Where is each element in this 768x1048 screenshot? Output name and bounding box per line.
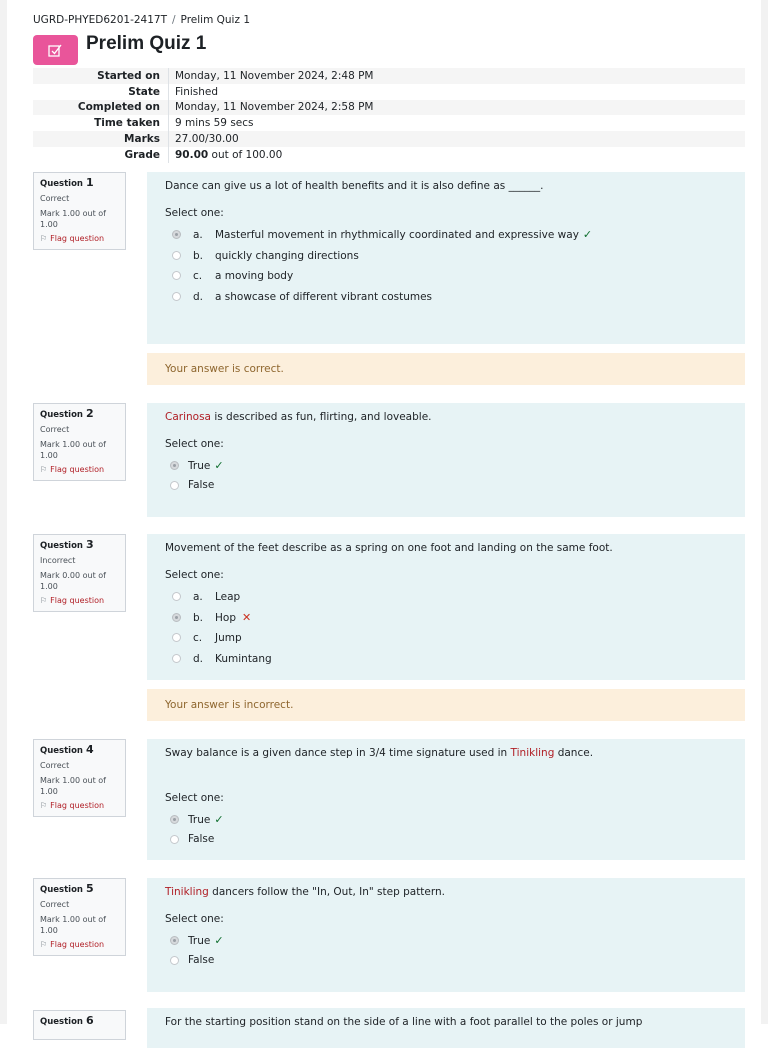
page-title: Prelim Quiz 1 [86, 33, 207, 54]
summary-value [169, 147, 746, 163]
flag-label: Flag question [50, 801, 105, 810]
question-state: Incorrect [40, 556, 76, 565]
select-one-label: Select one: [165, 913, 224, 925]
question-info-2 [33, 403, 126, 481]
answer-option-a[interactable]: a. Masterful movement in rhythmically coordinated and expressive way ✓ [165, 225, 727, 246]
answer-option-false[interactable]: False [165, 951, 727, 971]
answer-option-false[interactable]: False [165, 476, 727, 496]
answer-option-b[interactable]: b. quickly changing directions [165, 246, 727, 267]
question-3-content [147, 534, 745, 680]
select-one-label: Select one: [165, 207, 224, 219]
summary-label: Time taken [33, 115, 169, 131]
question-state: Correct [40, 900, 70, 909]
left-edge [0, 0, 7, 1024]
question-1-content [147, 172, 745, 344]
glossary-link-tinikling[interactable]: Tinikling [510, 747, 555, 759]
question-2-content [147, 403, 745, 517]
question-number: Question 5 [40, 882, 94, 895]
question-mark: Mark 1.00 out of 1.00 [40, 915, 106, 935]
summary-label: State [33, 84, 169, 100]
flag-icon: ⚐ [40, 596, 48, 605]
radio-button[interactable] [170, 936, 179, 945]
question-text: Sway balance is a given dance step in 3/4 time signature used in Tinikling dance. [165, 747, 594, 759]
question-info-6 [33, 1010, 126, 1040]
question-mark: Mark 1.00 out of 1.00 [40, 209, 106, 229]
question-4-content [147, 739, 745, 860]
summary-label: Completed on [33, 100, 169, 116]
summary-value: 9 mins 59 secs [175, 117, 254, 130]
correct-check-icon: ✓ [214, 813, 224, 826]
grade-value: 90.00 [175, 148, 209, 161]
flag-icon: ⚐ [40, 801, 48, 810]
glossary-link-carinosa[interactable]: Carinosa [165, 411, 211, 423]
summary-row-grade [33, 147, 745, 163]
breadcrumb-current[interactable]: Prelim Quiz 1 [180, 14, 251, 26]
radio-button[interactable] [172, 592, 181, 601]
question-state: Correct [40, 425, 70, 434]
radio-button[interactable] [170, 815, 179, 824]
summary-row-state [33, 84, 745, 100]
question-mark: Mark 1.00 out of 1.00 [40, 440, 106, 460]
question-info-4 [33, 739, 126, 817]
summary-value: Monday, 11 November 2024, 2:58 PM [175, 101, 374, 114]
question-number: Question 3 [40, 538, 94, 551]
answer-option-d[interactable]: d. a showcase of different vibrant costumes [165, 287, 727, 308]
summary-row-time [33, 115, 745, 131]
summary-row-completed [33, 100, 745, 116]
question-state: Correct [40, 761, 70, 770]
radio-button[interactable] [172, 271, 181, 280]
radio-button[interactable] [170, 461, 179, 470]
quiz-icon [33, 35, 78, 65]
summary-label: Marks [33, 131, 169, 147]
question-text: For the starting position stand on the side of a line with a foot parallel to the poles or jump [165, 1016, 643, 1028]
radio-button[interactable] [172, 292, 181, 301]
correct-check-icon: ✓ [214, 934, 224, 947]
radio-button[interactable] [172, 654, 181, 663]
incorrect-cross-icon: ✕ [242, 610, 252, 624]
question-5-content [147, 878, 745, 992]
flag-question-link[interactable] [40, 233, 119, 244]
question-info-3 [33, 534, 126, 612]
flag-label: Flag question [50, 596, 105, 605]
radio-button[interactable] [172, 613, 181, 622]
summary-label: Started on [33, 68, 169, 84]
flag-question-link[interactable] [40, 464, 119, 475]
glossary-link-tinikling[interactable]: Tinikling [165, 886, 209, 898]
breadcrumb-separator: / [172, 14, 176, 26]
answer-option-b[interactable]: b. Hop ✕ [165, 608, 727, 629]
correct-check-icon: ✓ [214, 459, 224, 472]
flag-question-link[interactable] [40, 595, 119, 606]
question-1-feedback: Your answer is correct. [147, 353, 745, 385]
correct-check-icon: ✓ [582, 228, 593, 241]
flag-question-link[interactable] [40, 800, 119, 811]
flag-icon: ⚐ [40, 465, 48, 474]
summary-row-started [33, 68, 745, 84]
flag-label: Flag question [50, 940, 105, 949]
question-info-1 [33, 172, 126, 250]
answer-option-c[interactable]: c. Jump [165, 628, 727, 649]
attempt-summary-table [33, 68, 745, 163]
answer-option-c[interactable]: c. a moving body [165, 266, 727, 287]
flag-question-link[interactable] [40, 939, 119, 950]
flag-icon: ⚐ [40, 234, 48, 243]
summary-value: Monday, 11 November 2024, 2:48 PM [175, 69, 374, 82]
select-one-label: Select one: [165, 569, 224, 581]
question-text: Movement of the feet describe as a spring on one foot and landing on the same foot. [165, 542, 613, 554]
question-number: Question 6 [40, 1014, 94, 1027]
breadcrumb [33, 14, 250, 26]
summary-value: Finished [175, 85, 219, 98]
radio-button[interactable] [172, 251, 181, 260]
select-one-label: Select one: [165, 438, 224, 450]
grade-out-of: out of 100.00 [208, 148, 283, 161]
question-number: Question 4 [40, 743, 94, 756]
answer-option-true[interactable]: True ✓ [165, 931, 727, 951]
summary-value: 27.00/30.00 [175, 133, 239, 146]
radio-button[interactable] [172, 230, 181, 239]
answer-option-false[interactable]: False [165, 830, 727, 850]
radio-button[interactable] [170, 956, 179, 965]
breadcrumb-course[interactable]: UGRD-PHYED6201-2417T [33, 14, 167, 26]
question-number: Question 1 [40, 176, 94, 189]
radio-button[interactable] [170, 481, 179, 490]
answer-option-a[interactable]: a. Leap [165, 587, 727, 608]
question-text: Carinosa is described as fun, flirting, and loveable. [165, 411, 432, 423]
select-one-label: Select one: [165, 792, 224, 804]
question-mark: Mark 1.00 out of 1.00 [40, 776, 106, 796]
flag-icon: ⚐ [40, 940, 48, 949]
flag-label: Flag question [50, 465, 105, 474]
question-state: Correct [40, 194, 70, 203]
answer-option-true[interactable]: True ✓ [165, 456, 727, 476]
question-text: Dance can give us a lot of health benefits and it is also define as ______. [165, 180, 544, 192]
flag-label: Flag question [50, 234, 105, 243]
question-number: Question 2 [40, 407, 94, 420]
answer-option-true[interactable]: True ✓ [165, 810, 727, 830]
question-6-content [147, 1008, 745, 1048]
radio-button[interactable] [172, 633, 181, 642]
question-mark: Mark 0.00 out of 1.00 [40, 571, 106, 591]
summary-row-marks [33, 131, 745, 147]
right-edge [761, 0, 768, 1024]
answer-option-d[interactable]: d. Kumintang [165, 649, 727, 670]
question-info-5 [33, 878, 126, 956]
radio-button[interactable] [170, 835, 179, 844]
question-text: Tinikling dancers follow the "In, Out, In" step pattern. [165, 886, 446, 898]
summary-label: Grade [33, 147, 169, 163]
question-3-feedback: Your answer is incorrect. [147, 689, 745, 721]
